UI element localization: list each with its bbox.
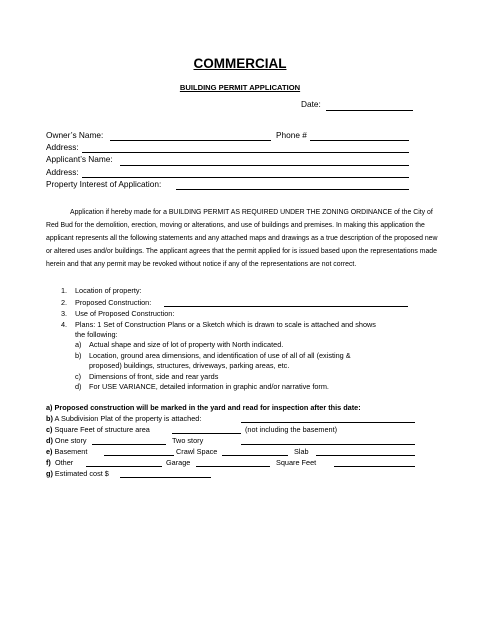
date-field[interactable] [326,110,413,111]
one-story-label: One story [54,436,87,445]
sub-d-marker: d) [75,382,82,391]
intro-paragraph [46,207,439,272]
owner-address-label: Address: [46,142,79,152]
slab-label: Slab [294,447,309,456]
c-marker: c) [46,425,53,434]
other-label: Other [54,458,74,467]
sub-c-text: Dimensions of front, side and rear yards [89,372,219,381]
square-feet-note: (not including the basement) [245,425,338,434]
b-marker: b) [46,414,53,423]
estimated-cost-field[interactable] [120,477,211,478]
phone-label: Phone # [276,130,307,140]
phone-field[interactable] [310,140,409,141]
property-interest-field[interactable] [176,189,409,190]
one-story-field[interactable] [92,444,166,445]
e-marker: e) [46,447,53,456]
square-feet-label: Square Feet of structure area [54,425,150,434]
sub-a-marker: a) [75,340,82,349]
square-feet-field[interactable] [172,433,241,434]
garage-square-feet-field[interactable] [334,466,415,467]
property-interest-label: Property Interest of Application: [46,179,162,189]
item-1-label: Location of property: [75,286,142,295]
date-label: Date: [301,99,321,109]
two-story-label: Two story [172,436,204,445]
applicant-name-label: Applicant’s Name: [46,154,113,164]
basement-label: Basement [54,447,88,456]
form-subtitle: BUILDING PERMIT APPLICATION [179,83,301,92]
inspection-heading: a) Proposed construction will be marked in the yard and read for inspection after this date: [46,403,361,412]
item-2-number: 2. [61,298,68,307]
item-1-number: 1. [61,286,68,295]
subdivision-plat-label: A Subdivision Plat of the property is attached: [54,414,202,423]
crawl-space-label: Crawl Space [176,447,218,456]
form-title: COMMERCIAL [193,56,287,71]
owner-name-field[interactable] [110,140,271,141]
other-field[interactable] [86,466,162,467]
sub-b-line2: proposed) buildings, structures, driveways, parking areas, etc. [89,361,290,370]
sub-b-line1: Location, ground area dimensions, and identification of use of all of all (existing & [89,351,351,360]
sub-a-text: Actual shape and size of lot of property with North indicated. [89,340,284,349]
owner-address-field[interactable] [82,152,409,153]
owner-name-label: Owner’s Name: [46,130,104,140]
f-marker: f) [46,458,51,467]
item-3-number: 3. [61,309,68,318]
slab-field[interactable] [316,455,415,456]
basement-field[interactable] [104,455,174,456]
sub-b-marker: b) [75,351,82,360]
item-4-number: 4. [61,320,68,329]
d-marker: d) [46,436,53,445]
proposed-construction-field[interactable] [164,306,408,307]
item-4-line2: the following: [75,330,118,339]
g-marker: g) [46,469,53,478]
garage-label: Garage [166,458,191,467]
sub-d-text: For USE VARIANCE, detailed information in graphic and/or narrative form. [89,382,329,391]
item-4-line1: Plans: 1 Set of Construction Plans or a Sketch which is drawn to scale is attached and shows [75,320,376,329]
crawl-space-field[interactable] [222,455,288,456]
applicant-address-field[interactable] [82,177,409,178]
two-story-field[interactable] [241,444,415,445]
estimated-cost-label: Estimated cost $ [54,469,109,478]
garage-field[interactable] [196,466,270,467]
applicant-name-field[interactable] [120,165,409,166]
garage-square-feet-label: Square Feet [276,458,317,467]
item-2-label: Proposed Construction: [75,298,152,307]
sub-c-marker: c) [75,372,82,381]
subdivision-plat-field[interactable] [241,422,415,423]
intro-paragraph-text: Application if hereby made for a BUILDING PERMIT AS REQUIRED UNDER THE ZONING ORDINANCE of the City of Red Bud for the demolition, erection, moving or alterations, and use of buildings and premises. In making this application the applicant represents all the following statements and any attached maps and drawings as a true description of the proposed new or altered uses and/or buildings. The applicant agrees that the permit applied for is issued based upon the representations made herein and that any permit may be revoked without notice if any of the representations are not correct. [46,209,438,268]
item-3-label: Use of Proposed Construction: [75,309,175,318]
applicant-address-label: Address: [46,167,79,177]
